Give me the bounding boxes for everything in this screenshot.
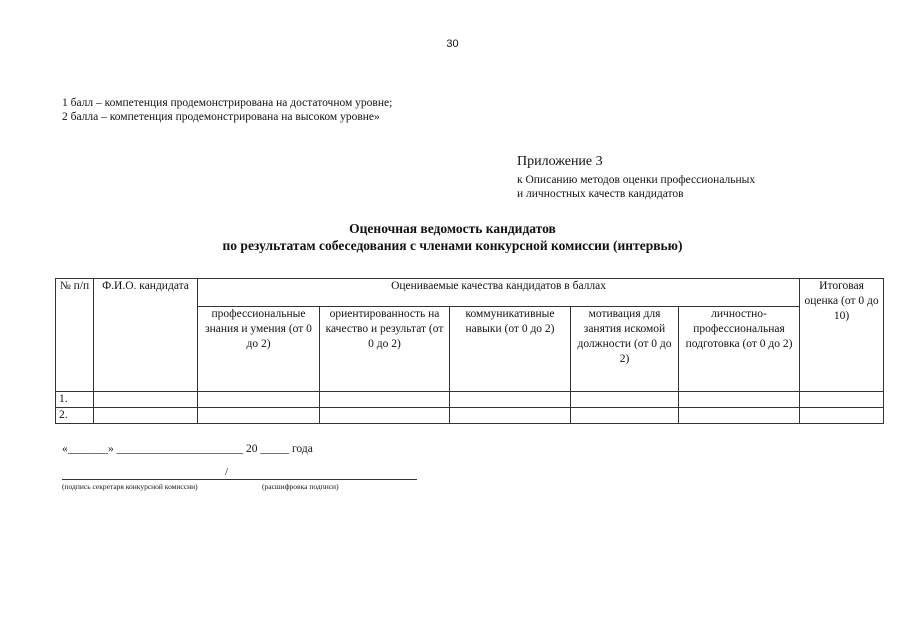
header-criterion-3: коммуникативные навыки (от 0 до 2) — [450, 307, 571, 392]
scale-note-1: 1 балл – компетенция продемонстрирована на достаточном уровне; — [62, 97, 393, 109]
cell-score[interactable] — [571, 392, 679, 408]
cell-candidate-name[interactable] — [94, 408, 198, 424]
cell-score[interactable] — [679, 392, 800, 408]
header-criterion-4: мотивация для занятия искомой должности (от 0 до 2) — [571, 307, 679, 392]
cell-score[interactable] — [198, 408, 320, 424]
appendix-title: Приложение 3 — [517, 154, 603, 169]
date-line: «_______» ______________________ 20 _____ года — [62, 443, 313, 455]
appendix-subtitle-line-1: к Описанию методов оценки профессиональных — [517, 174, 756, 186]
cell-total[interactable] — [800, 408, 884, 424]
header-criterion-1: профессиональные знания и умения (от 0 до 2) — [198, 307, 320, 392]
row-number: 1. — [56, 392, 94, 408]
header-candidate-name: Ф.И.О. кандидата — [94, 279, 198, 392]
signature-caption-right: (расшифровка подписи) — [262, 482, 339, 491]
table-row — [56, 392, 884, 408]
cell-score[interactable] — [450, 408, 571, 424]
signature-line — [62, 469, 417, 480]
cell-score[interactable] — [450, 392, 571, 408]
signature-separator: / — [225, 466, 229, 478]
header-qualities-group: Оцениваемые качества кандидатов в баллах — [198, 279, 800, 307]
cell-score[interactable] — [571, 408, 679, 424]
row-number: 2. — [56, 408, 94, 424]
page-number: 30 — [446, 38, 459, 50]
header-criterion-5: личностно-профессиональная подготовка (от 0 до 2) — [679, 307, 800, 392]
appendix-subtitle-line-2: и личностных качеств кандидатов — [517, 188, 684, 200]
evaluation-table — [55, 278, 884, 424]
table-row — [56, 408, 884, 424]
header-criterion-2: ориентированность на качество и результат (от 0 до 2) — [320, 307, 450, 392]
signature-caption-left: (подпись секретаря конкурсной комиссии) — [62, 482, 198, 491]
cell-score[interactable] — [198, 392, 320, 408]
document-title-line-2: по результатам собеседования с членами конкурсной комиссии (интервью) — [222, 238, 683, 253]
cell-candidate-name[interactable] — [94, 392, 198, 408]
cell-score[interactable] — [679, 408, 800, 424]
cell-score[interactable] — [320, 392, 450, 408]
header-number: № п/п — [56, 279, 94, 392]
header-total-score: Итоговая оценка (от 0 до 10) — [800, 279, 884, 392]
scale-note-2: 2 балла – компетенция продемонстрирована на высоком уровне» — [62, 111, 380, 123]
cell-total[interactable] — [800, 392, 884, 408]
document-title-line-1: Оценочная ведомость кандидатов — [349, 221, 556, 236]
cell-score[interactable] — [320, 408, 450, 424]
